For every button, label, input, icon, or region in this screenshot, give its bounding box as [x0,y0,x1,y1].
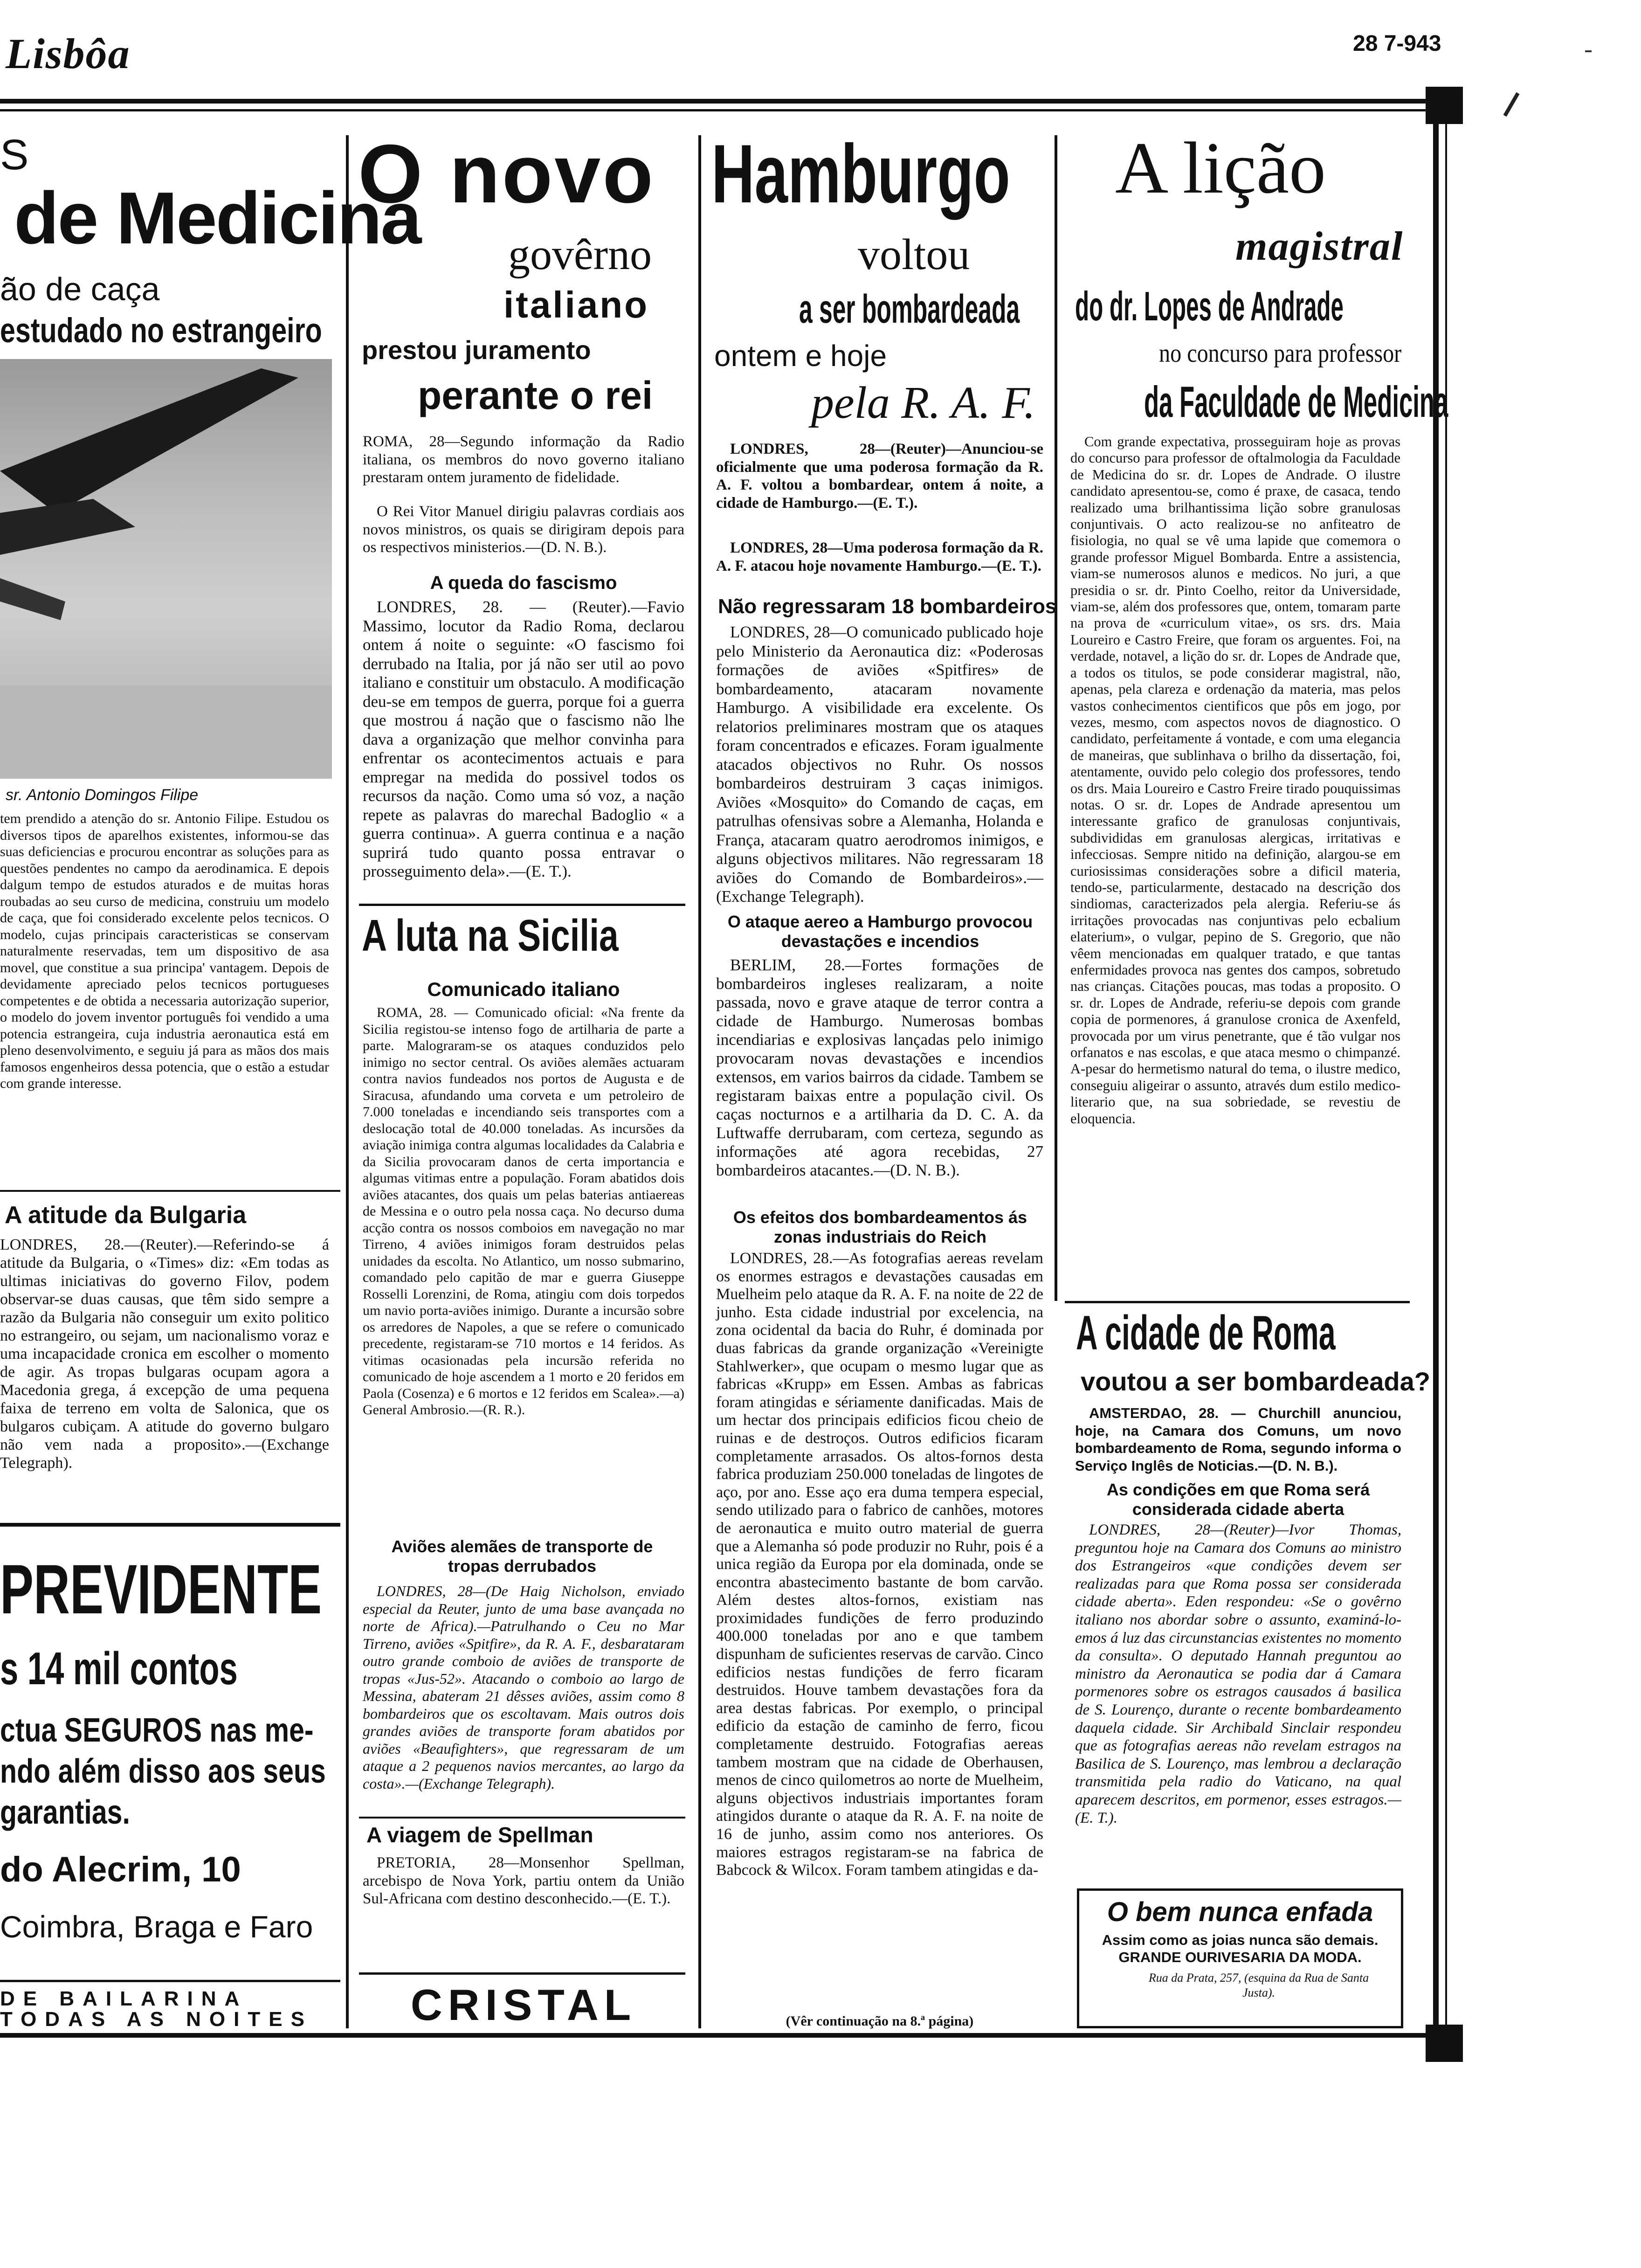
left-headline: de Medicina [14,177,421,259]
ad-line: Coimbra, Braga e Faro [0,1909,313,1944]
column-separator [346,135,349,2028]
avioes-title: Aviões alemães de transporte de tropas derrubados [391,1537,653,1576]
corner-square [1426,87,1463,124]
left-article-body: tem prendido a atenção do sr. Antonio Filipe. Estudou os diversos tipos de aparelhos existentes, informou-se das suas deficiencias e procurou encontrar as soluções para as questões pendentes no campo da aerodinamica. E depois dalgum tempo de estudos aturados e de muitas horas roubadas ao seu curso de medicina, construiu um modelo de caça, que foi considerado excelente pelos tecnicos. O modelo, cujas principais caracteristicas se conservam naturalmente reservadas, tem um dispositivo de asa movel, que constitue a sua principa' vantagem. Depois de devidamente apreciado pelos tecnicos portugueses competentes e de obtida a necessaria autorização superior, o modelo do jovem inventor português foi vendido a uma potencia estrangeira, cuja industria aeronautica está em pleno desenvolvimento, e seguiu já para as mãos dos mais famosos engenheiros dessa potencia, que o estão a estudar com grande interesse. [0,811,329,1091]
divider [359,1817,685,1819]
col3-headline: A lição [1115,127,1326,209]
col2-subheading: pela R. A. F. [811,378,1035,428]
divider [0,1190,340,1192]
left-subheading: ão de caça [0,271,160,307]
col3-body: Com grande expectativa, prosseguiram hoje as provas do concurso para professor de oftalmologia da Faculdade de Medicina do sr. dr. Lopes de Andrade. O ilustre candidato apresentou-se, como é praxe, de casaca, tendo realizado uma brilhantissima lição sobre granulosas conjuntivais. O acto realizou-se no anfiteatro de fisiologia, no qual se vê uma lapide que comemora o grande professor Miguel Bombarda. Entre a assistencia, viam-se numerosos alunos e medicos. No juri, a que presidia o sr. dr. Pinto Coelho, reitor da Universidade, viam-se, além dos professores que, ontem, tomaram parte na prova de «curriculum vitae», os srs. drs. Maia Loureiro e Castro Freire, que foram os arguentes. Foi, na verdade, notavel, a lição do sr. dr. Lopes de Andrade que, a todos os titulos, se pode considerar magistral, não, apenas, pela clareza e ordenação da materia, mas pelos vastos conhecimentos cientificos que pôs em jogo, por vezes, mesmo, com aspectos novos de diagnostico. O candidato, perfeitamente á vontade, e com uma elegancia de maneiras, que sublinhava o brilho da dissertação, foi, atentamente, ouvido pelo colegio dos professores, tendo os drs. Maia Loureiro e Castro Freire tirado pouquissimas notas. O sr. dr. Lopes de Andrade apresentou um interessante grafico de granulosas conjuntivais, subdivididas em granulosas alergicas, irritativas e infecciosas. Sempre nitido na definição, alargou-se em curiosissimas considerações sobre a dificil materia, tendo-se, particularmente, destacado na descrição dos sindiomas, caracterizados pela alergia. Referiu-se ás irritações provocadas nas conjuntivas pelo ecbalium elaterium», o vulgar, pepino de S. Gregorio, que não vêem mencionadas em qualquer tratado, e que tantas enfermidades provoca nas gentes dos campos, sobretudo nas crianças. Citações poucas, mas todas a proposito. O sr. dr. Lopes de Andrade, referiu-se depois com grande copia de pormenores, á granulose cronica de Axenfeld, provocada por um virus penetrante, que é tão vulgar nos orfanatos e nas escolas, e que ataca mesmo o chimpanzé. A-pesar do hermetismo natural do tema, o ilustre medico, conseguiu aligeirar o assunto, através dum estilo medico-literario que, na sua sobriedade, se revestiu de eloquencia. [1070,434,1400,1127]
column-separator [1055,135,1057,1301]
ad-line: ndo além disso aos seus [0,1753,326,1790]
ad-line: do Alecrim, 10 [0,1850,241,1889]
divider [1065,1301,1410,1303]
ad-line: s 14 mil contos [0,1643,238,1694]
condicoes-title: As condições em que Roma será considerada cidade aberta [1106,1480,1370,1519]
col1-subheading: prestou juramento [362,335,591,365]
top-rule-thick [0,99,1436,104]
ourivesaria-ad [1077,1888,1403,2028]
ad-address: Rua da Prata, 257, (esquina da Rua de Santa Justa). [1148,1971,1369,1999]
col2-subheading: ontem e hoje [714,339,887,373]
col2-headline: Hamburgo [711,127,1010,220]
article-photo [0,359,332,779]
col3-subheading: do dr. Lopes de Andrade [1075,283,1344,329]
masthead-city: Lisbôa [6,30,131,77]
col1-paragraph: ROMA, 28—Segundo informação da Radio italiana, os membros do novo governo italiano prestaram ontem juramento de fidelidade. [363,433,684,486]
spellman-title: A viagem de Spellman [366,1823,593,1847]
roma-lead: AMSTERDAO, 28. — Churchill anunciou, hoje, na Camara dos Comuns, um novo bombardeamento de Roma, segundo informa o Serviço Inglês de Noticias.—(D. N. B.). [1075,1405,1401,1474]
ataque-body: BERLIM, 28.—Fortes formações de bombardeiros ingleses realizaram, a noite passada, novo e grave ataque de terror contra a cidade de Hamburgo. Numerosas bombas incendiarias e explosivas lançadas pelo inimigo provocaram novas devastações e incendios extensos, em varios bairros da cidade. Tambem se registaram baixas entre a população civil. Os caças nocturnos e a artilharia da D. C. A. da Luftwaffe derrubaram, com certeza, segundo as informações até agora recebidas, 27 bombardeiros atacantes.—(D. N. B.). [716,956,1043,1179]
bottom-rule [0,2033,1436,2038]
col3-subheading: da Faculdade de Medicina [1144,377,1448,426]
bulgaria-body: LONDRES, 28.—(Reuter).—Referindo-se á atitude da Bulgaria, o «Times» diz: «Em todas as ultimas iniciativas do governo Filov, podem observar-se duas causas, que têm sido sempre a razão da Bulgaria não conseguir um exito politico no estrangeiro, ou sejam, um nacionalismo voraz e uma incapacidade cronica em escolher o momento de agir. As tropas bulgaras ocupam agora a Macedonia grega, á excepção de uma pequena faixa de terreno em volta de Salonica, que os bulgaros cubiçam. A atitude do governo bulgaro não vem nada a proposito».—(Exchange Telegraph). [0,1236,329,1472]
corner-square-bottom [1426,2025,1463,2062]
regressaram-body: LONDRES, 28—O comunicado publicado hoje pelo Ministerio da Aeronautica diz: «Poderosas formações de aviões «Spitfires» de bombardeamento, atacaram novamente Hamburgo. A visibilidade era excelente. Os relatorios preliminares mostram que os ataques foram concentrados e eficazes. Foram igualmente atacados objectivos no Ruhr. Os nossos bombardeiros destruiram 3 caças inimigos. Aviões «Mosquito» do Comando de caças, em patrulhas ofensivas sobre a Alemanha, Holanda e França, atacaram quatro aerodromos inimigos, e alguns objectivos militares. Não regressaram 18 aviões do Comando de Bombardeiros».—(Exchange Telegraph). [716,623,1043,906]
comunicado-body: ROMA, 28. — Comunicado oficial: «Na frente da Sicilia registou-se intenso fogo de artilharia de parte a parte. Malograram-se os ataques conduzidos pelo inimigo no sector central. Os aviões alemães actuaram contra navios fundeados nos portos de Augusta e de Siracusa, afundando uma corveta e um petroleiro de 7.000 toneladas e incendiando seis transportes com a deslocação total de 40.000 toneladas. As incursões da aviação inimiga contra algumas localidades da Calabria e da Sicilia provocaram danos de certa importancia e algumas vitimas entre a população. Foram abatidos dois aviões atacantes, dos quais um pelas baterias antiaereas de Messina e o outro pela nossa caça. No decurso duma acção contra os nossos comboios em navegação no mar Tirreno, 4 aviões inimigos foram destruidos pelas unidades da escolta. No Atlantico, um nosso submarino, comandado pelo capitão de mar e guerra Giuseppe Rosselli Lorenzini, de Roma, atingiu com dois torpedos um navio porta-aviões inimigo. Durante a incursão sobre os arredores de Napoles, a que se refere o comunicado precedente, registaram-se 710 mortos e 14 feridos. As vitimas ocasionadas pela incursão referida no comunicado de hoje ascendem a 1 morto e 20 feridos em Paola (Cosenza) e 6 mortos e 12 feridos em Scalea».—a) General Ambrosio.—(R. R.). [363,1005,684,1418]
divider [0,1980,340,1982]
roma-subtitle: voutou a ser bombardeada? [1081,1367,1430,1396]
col1-headline: O novo [358,127,655,220]
sicilia-title: A luta na Sicilia [362,911,619,961]
top-rule-thin [0,109,1436,111]
comunicado-title: Comunicado italiano [427,978,620,1000]
masthead-date: 28 7-943 [1353,31,1441,56]
bulgaria-title: A atitude da Bulgaria [5,1202,247,1229]
ad-cristal: CRISTAL [410,1980,637,2029]
divider [359,904,685,906]
col3-subheading: magistral [1235,224,1404,269]
col2-paragraph: LONDRES, 28—(Reuter)—Anunciou-se oficialmente que uma poderosa formação da R. A. F. voltou a bombardear, ontem á noite, a cidade de Hamburgo.—(E. T.). [716,441,1043,512]
regressaram-title: Não regressaram 18 bombardeiros [718,595,1057,618]
left-subheading-2: estudado no estrangeiro [0,311,322,350]
ad-title: O bem nunca enfada [1107,1897,1373,1927]
ad-body: Assim como as joias nunca são demais. GRANDE OURIVESARIA DA MODA. [1102,1932,1379,1965]
col2-paragraph: LONDRES, 28—Uma poderosa formação da R. A. F. atacou hoje novamente Hamburgo.—(E. T.). [716,539,1043,574]
fascismo-body: LONDRES, 28. — (Reuter).—Favio Massimo, locutor da Radio Roma, declarou ontem á noite o seguinte: «O fascismo foi derrubado na Italia, por já não ser util ao povo italiano e constituir um obstaculo. A modificação deu-se em tempos de guerra, porque foi a guerra que mostrou á nação que o fascismo não lhe dava a organização que melhor convinha para enfrentar os acontecimentos actuais e para empregar na medida do possivel todos os recursos da nação. Como uma só voz, a nação repete as palavras do marechal Badoglio « a guerra continua». A guerra continua e a nação suprirá tudo quanto possa entravar o prosseguimento dela».—(E. T.). [363,598,684,880]
photo-caption: sr. Antonio Domingos Filipe [6,786,199,804]
col1-paragraph: O Rei Vitor Manuel dirigiu palavras cordiais aos novos ministros, os quais se dirigiram depois para os respectivos ministerios.—(D. N. B.). [363,503,684,556]
fascismo-title: A queda do fascismo [430,573,617,593]
roma-title: A cidade de Roma [1076,1306,1336,1360]
scan-mark [1503,92,1520,117]
continuation-note: (Vêr continuação na 8.ª página) [786,2013,974,2029]
condicoes-body: LONDRES, 28—(Reuter)—Ivor Thomas, preguntou hoje na Camara dos Comuns ao ministro dos Estrangeiros «que condições devem ser realizadas para que Roma possa ser considerada cidade aberta». Eden respondeu: «Se o govêrno italiano nos abordar sobre o assunto, examiná-lo-emos á luz das circunstancias existentes no momento da consulta». O deputado Hannah preguntou ao ministro da Aeronautica se podia dar á Camara pormenores sobre os estragos causados á basilica de S. Lourenço, durante o recente bombardeamento daquela cidade. Sir Archibald Sinclair respondeu que as fotografias aereas não revelam estragos na Basilica de S. Lourenço, mas lembrou a declaração transmitida pela radio do Vaticano, na qual aparecem descritos, em pormenor, esses estragos.—(E. T.). [1075,1521,1401,1826]
divider [359,1972,685,1975]
ad-bailarina-2: TODAS AS NOITES [0,2008,313,2031]
column-separator [698,135,701,2028]
divider [0,1523,340,1527]
scan-mark [1585,50,1592,52]
col2-subheading: voltou [858,230,970,279]
aircraft-model-photo [0,359,332,779]
col3-subheading: no concurso para professor [1159,339,1402,368]
ad-bailarina: DE BAILARINA [0,1987,248,2010]
col1-subheading: govêrno [508,230,652,279]
efeitos-body: LONDRES, 28.—As fotografias aereas revelam os enormes estragos e devastações causadas em Muelheim pelo ataque da R. A. F. na noite de 22 de junho. Esta cidade industrial por excelencia, na zona ocidental da bacia do Ruhr, é dominada por duas fabricas da grande organização «Vereinigte Stahlwerker», que ocupam o mesmo lugar que as fabricas «Krupp» em Essen. Ambas as fabricas foram atingidas e sériamente danificadas. Mais de um hectar dos principais edificios ficou cheio de ruinas e de destroços. Outros edificios ficaram completamente arrasados. Os altos-fornos desta fabrica produziam 250.000 toneladas de lingotes de aço, por ano. Esse aço era duma tempera especial, sendo utilizado para o fabrico de canhões, motores de aeronautica e muito outro material de guerra que a Alemanha só pode produzir no Ruhr, pois é a unica região da Europa por ela dominada, onde se encontra abastecimento bastante de bom carvão. Além destes altos-fornos, existiam nas proximidades fundições de ferro produzindo 400.000 toneladas por ano e que tambem dispunham de suficientes reservas de carvão. Cinco edificios nestas fundições de ferro ficaram destruidos. Houve tambem devastações fora da area destas fabricas. Por exemplo, o principal edificio da estação de caminho de ferro, ficou completamente destruido. Fotografias aereas tambem mostram que na cidade de Oberhausen, menos de cinco quilometros ao norte de Muelheim, alguns objectivos industriais importantes foram atingidos durante o ataque da R. A. F. na noite de 16 de junho, assim como nos anteriores. Os maiores estragos registaram-se na fabrica de Babcock & Wilcox. Foram tambem atingidas e da- [716,1250,1043,1879]
ad-previdente: PREVIDENTE [0,1550,322,1628]
spellman-body: PRETORIA, 28—Monsenhor Spellman, arcebispo de Nova York, partiu ontem da União Sul-Africana com destino desconhecido.—(E. T.). [363,1854,684,1907]
ataque-title: O ataque aereo a Hamburgo provocou devastações e incendios [727,912,1033,951]
col1-subheading: italiano [503,284,649,325]
avioes-body: LONDRES, 28—(De Haig Nicholson, enviado especial da Reuter, junto de uma base avançada no norte de Africa).—Patrulhando o Ceu no Mar Tirreno, aviões «Spitfire», da R. A. F., desbarataram outro grande comboio de aviões de transporte de tropas «Jus-52». Atacando o comboio ao largo de Messina, abateram 21 dêsses aviões, assim como 8 bombardeiros que os escoltavam. Mais outros dois grandes aviões de transporte foram abatidos por aviões «Beaufighters», que regressaram de um ataque a 2 pequenos navios mercantes, ao largo da costa».—(Exchange Telegraph). [363,1583,684,1792]
ad-line: ctua SEGUROS nas me- [0,1712,314,1749]
efeitos-title: Os efeitos dos bombardeamentos ás zonas industriais do Reich [733,1208,1027,1246]
col2-subheading: a ser bombardeada [799,287,1020,332]
left-top-fragment: S [0,131,29,179]
col1-subheading: perante o rei [418,373,653,417]
ad-line: garantias. [0,1794,130,1831]
